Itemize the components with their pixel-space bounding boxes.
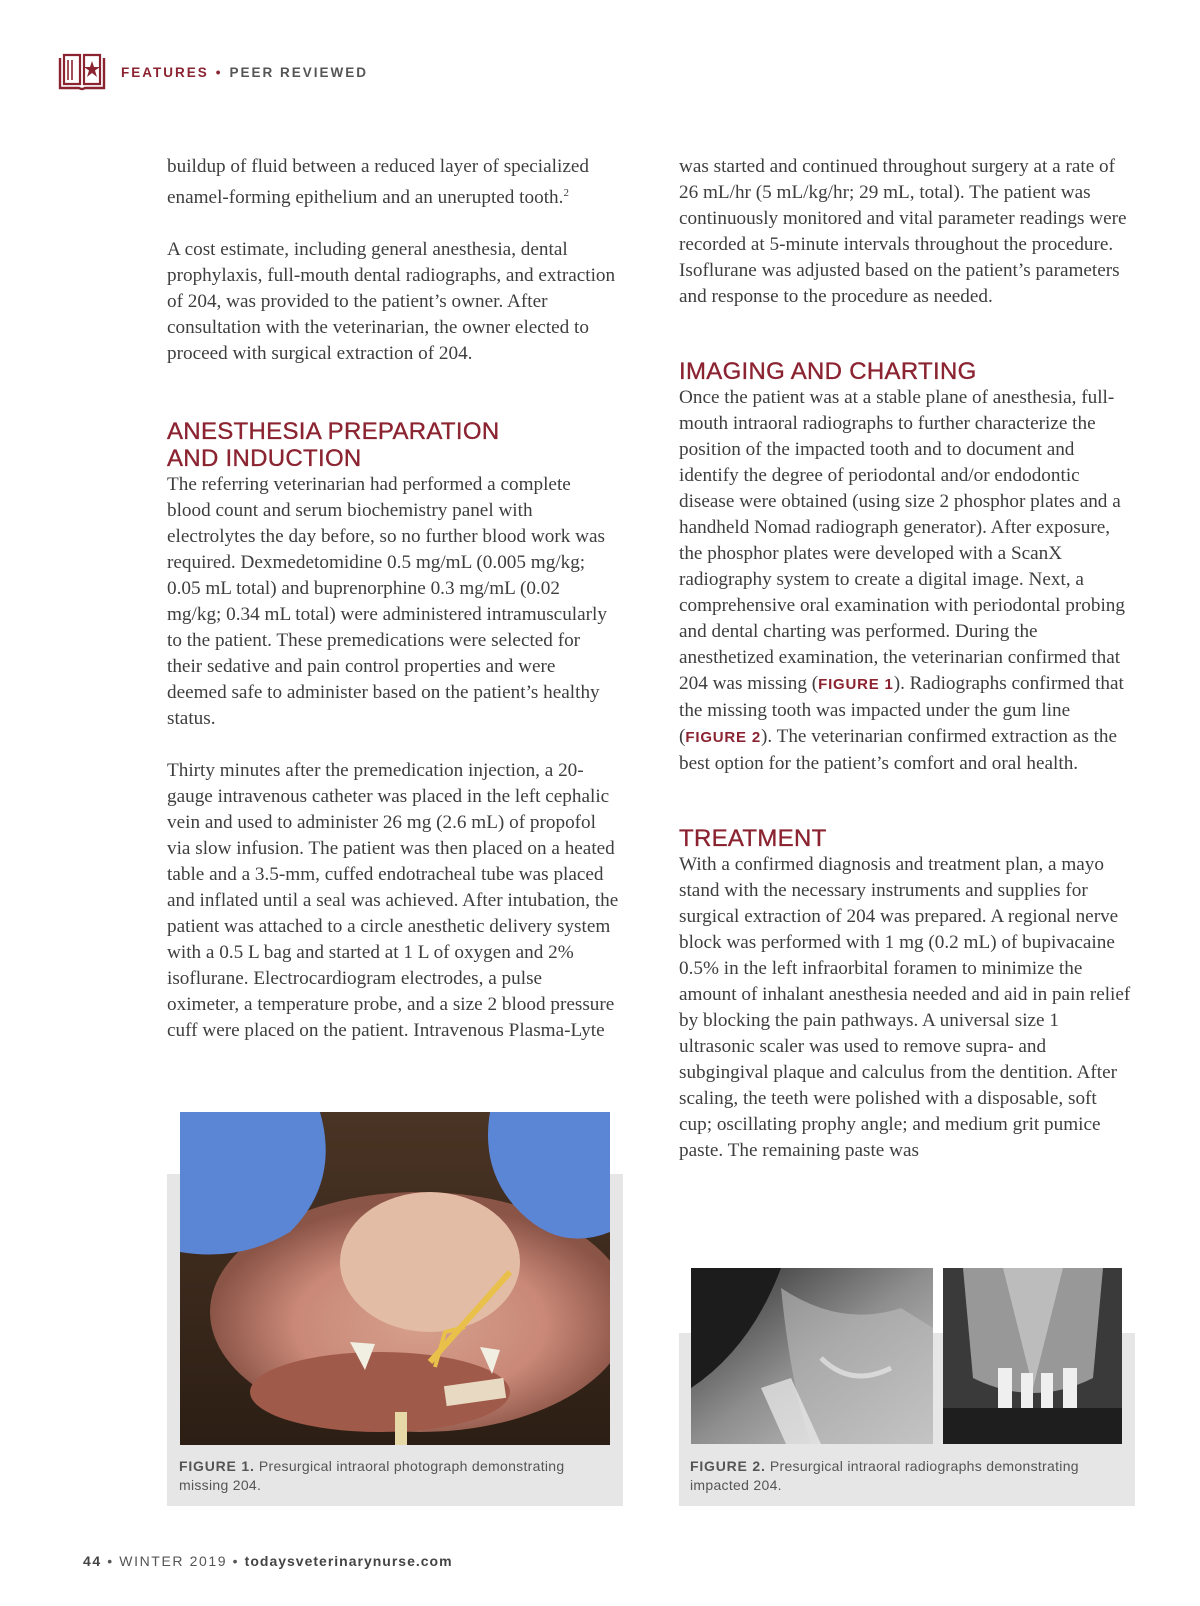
figure-2-reference[interactable]: FIGURE 2 <box>685 729 761 746</box>
header-label <box>121 65 368 80</box>
figure-2-caption: FIGURE 2. Presurgical intraoral radiographs demonstrating impacted 204. <box>690 1458 1079 1493</box>
figure-1-photo <box>180 1112 610 1445</box>
figure-2-label: FIGURE 2. <box>690 1458 766 1474</box>
heading-treatment: TREATMENT <box>679 825 827 852</box>
figure-2-radiograph-right <box>943 1268 1122 1444</box>
page-footer <box>83 1553 453 1569</box>
page-header <box>57 52 368 92</box>
heading-anesthesia: ANESTHESIA PREPARATION AND INDUCTION <box>167 418 500 472</box>
open-book-star-icon <box>57 52 107 92</box>
issue-label: WINTER 2019 <box>119 1553 228 1569</box>
page-number: 44 <box>83 1553 102 1569</box>
figure-1-reference[interactable]: FIGURE 1 <box>818 676 894 693</box>
footer-separator: • <box>107 1553 114 1569</box>
header-separator: • <box>215 64 223 80</box>
heading-imaging: IMAGING AND CHARTING <box>679 358 977 385</box>
section-label: FEATURES <box>121 64 209 80</box>
left-paragraph-4: Thirty minutes after the premedication injection, a 20-gauge intravenous catheter was placed in the left cephalic vein and used to administer 26 mg (2.6 mL) of propofol via slow infusion. The patient was then placed on a heated table and a 3.5-mm, cuffed endotracheal tube was placed and inflated until a seal was achieved. After intubation, the patient was attached to a circle anesthetic delivery system with a 0.5 L bag and started at 1 L of oxygen and 2% isoflurane. Electrocardiogram electrodes, a pulse oximeter, a temperature probe, and a size 2 blood pressure cuff were placed on the patient. Intravenous Plasma-Lyte <box>167 760 619 1041</box>
left-paragraph-2: A cost estimate, including general anesthesia, dental prophylaxis, full-mouth dental radiographs, and extraction of 204, was provided to the patient’s owner. After consultation with the veterinarian, the owner elected to proceed with surgical extraction of 204. <box>167 239 616 364</box>
figure-1-label: FIGURE 1. <box>179 1458 255 1474</box>
left-paragraph-1: buildup of fluid between a reduced layer of specialized enamel-forming epithelium and an unerupted tooth.$^2$ <box>167 156 589 208</box>
citation-superscript: 2 <box>563 187 569 199</box>
left-column <box>167 154 619 1044</box>
right-paragraph-2: Once the patient was at a stable plane of anesthesia, full-mouth intraoral radiographs to further characterize the position of the impacted tooth and to document and identify the degree of periodontal and/or endodontic disease were obtained (using size 2 phosphor plates and a handheld Nomad radiograph generator). After exposure, the phosphor plates were developed with a ScanX radiography system to create a digital image. Next, a comprehensive oral examination with periodontal probing and dental charting was performed. During the anesthetized examination, the veterinarian confirmed that 204 was missing (FIGURE 1). Radiographs confirmed that the missing tooth was impacted under the gum line (FIGURE 2). The veterinarian confirmed extraction as the best option for the patient’s comfort and oral health. <box>679 387 1125 774</box>
figure-1-caption: FIGURE 1. Presurgical intraoral photograph demonstrating missing 204. <box>179 1458 565 1493</box>
subsection-label: PEER REVIEWED <box>229 64 369 80</box>
footer-separator: • <box>232 1553 240 1569</box>
figure-2-radiograph-left <box>691 1268 933 1444</box>
right-paragraph-3: With a confirmed diagnosis and treatment plan, a mayo stand with the necessary instruments and supplies for surgical extraction of 204 was prepared. A regional nerve block was performed with 1 mg (0.2 mL) of bupivacaine 0.5% in the left infraorbital foramen to minimize the amount of inhalant anesthesia needed and aid in pain relief by blocking the pain pathways. A universal size 1 ultrasonic scaler was used to remove supra- and subgingival plaque and calculus from the dentition. After scaling, the teeth were polished with a disposable, soft cup; oscillating prophy angle; and medium grit pumice paste. The remaining paste was <box>679 854 1131 1161</box>
left-paragraph-3: The referring veterinarian had performed a complete blood count and serum biochemistry panel with electrolytes the day before, so no further blood work was required. Dexmedetomidine 0.5 mg/mL (0.005 mg/kg; 0.05 mL total) and buprenorphine 0.3 mg/mL (0.02 mg/kg; 0.34 mL total) were administered intramuscularly to the patient. These premedications were selected for their sedative and pain control properties and were deemed safe to administer based on the patient’s healthy status. <box>167 474 607 729</box>
right-paragraph-1: was started and continued throughout surgery at a rate of 26 mL/hr (5 mL/kg/hr; 29 mL, total). The patient was continuously monitored and vital parameter readings were recorded at 5-minute intervals throughout the procedure. Isoflurane was adjusted based on the patient’s parameters and response to the procedure as needed. <box>679 156 1127 307</box>
website-link[interactable]: todaysveterinarynurse.com <box>244 1553 453 1569</box>
right-column <box>679 154 1131 1164</box>
